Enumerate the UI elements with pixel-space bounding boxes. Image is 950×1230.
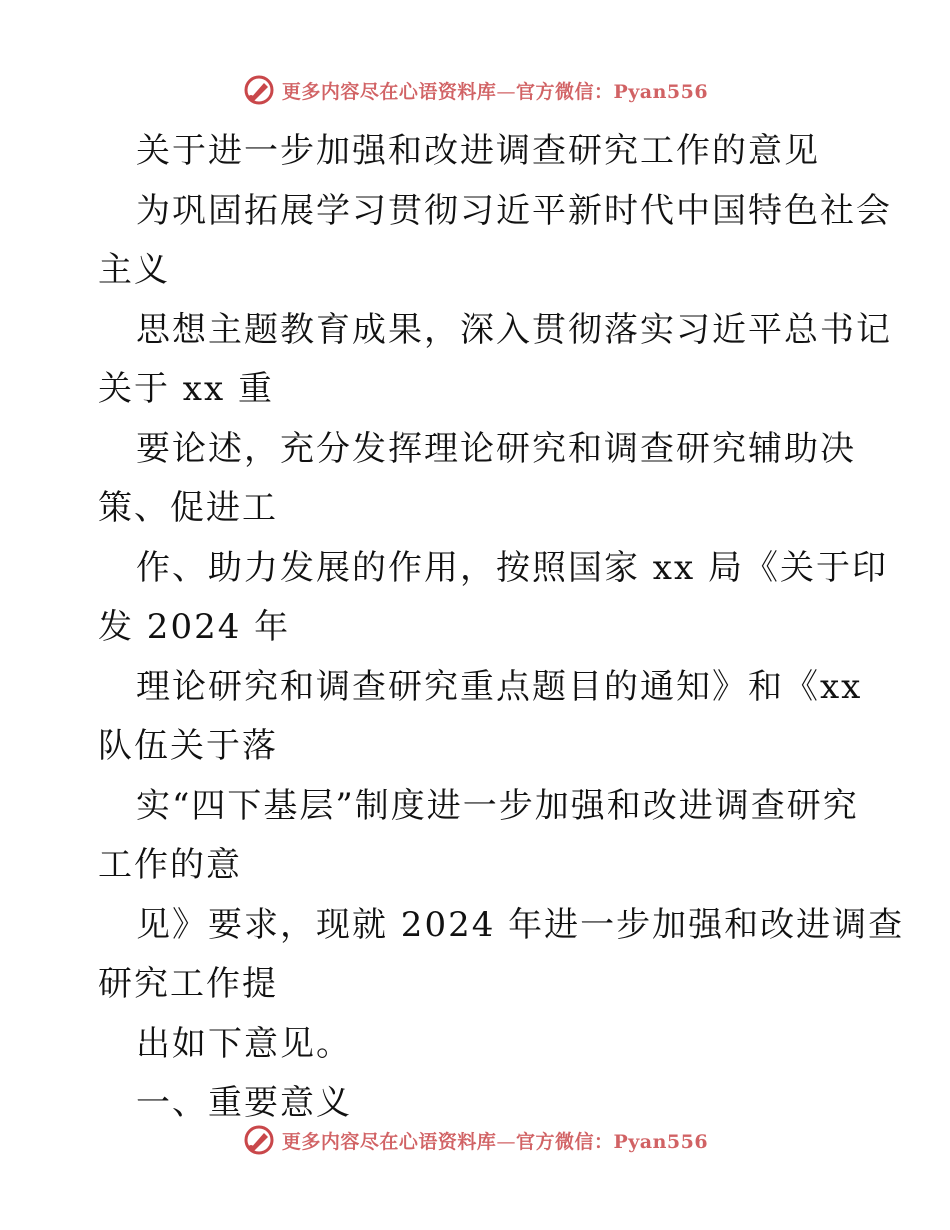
document-body <box>98 122 905 1134</box>
text-line: 出如下意见。 <box>136 1023 352 1064</box>
text-line: 见》要求，现就 2024 年进一步加强和改进调查 <box>136 904 905 945</box>
text-line: 发 2024 年 <box>98 607 291 647</box>
text-line: 策、促进工 <box>98 488 278 528</box>
text-line: 作、助力发展的作用，按照国家 xx 局《关于印 <box>136 547 888 588</box>
watermark-header <box>0 70 950 110</box>
watermark-main: 更多内容尽在心语资料库 <box>281 80 497 103</box>
text-line: 思想主题教育成果，深入贯彻落实习近平总书记 <box>136 309 892 350</box>
watermark-footer <box>0 1120 950 1160</box>
text-line: 工作的意 <box>98 845 242 885</box>
text-line: 实“四下基层”制度进一步加强和改进调查研究 <box>136 785 859 826</box>
document-title: 关于进一步加强和改进调查研究工作的意见 <box>136 131 820 171</box>
watermark-sep: — <box>496 1130 516 1153</box>
watermark-text <box>282 77 708 104</box>
text-line: 研究工作提 <box>98 964 278 1004</box>
watermark-wechat: 官方微信： <box>515 1130 614 1153</box>
watermark-sep: — <box>496 80 516 103</box>
watermark-id: Pyan556 <box>613 1130 709 1153</box>
watermark-text <box>282 1127 708 1154</box>
text-line: 关于 xx 重 <box>98 369 274 409</box>
watermark-wechat: 官方微信： <box>515 80 614 103</box>
section-heading: 一、重要意义 <box>136 1083 352 1123</box>
text-line: 要论述，充分发挥理论研究和调查研究辅助决 <box>136 428 856 469</box>
text-line: 主义 <box>98 250 170 290</box>
text-line: 队伍关于落 <box>98 726 278 766</box>
text-line: 为巩固拓展学习贯彻习近平新时代中国特色社会 <box>136 190 892 231</box>
pen-logo-icon <box>242 1123 276 1157</box>
watermark-id: Pyan556 <box>613 80 709 103</box>
text-line: 理论研究和调查研究重点题目的通知》和《xx <box>136 666 863 707</box>
watermark-main: 更多内容尽在心语资料库 <box>281 1130 497 1153</box>
pen-logo-icon <box>242 73 276 107</box>
